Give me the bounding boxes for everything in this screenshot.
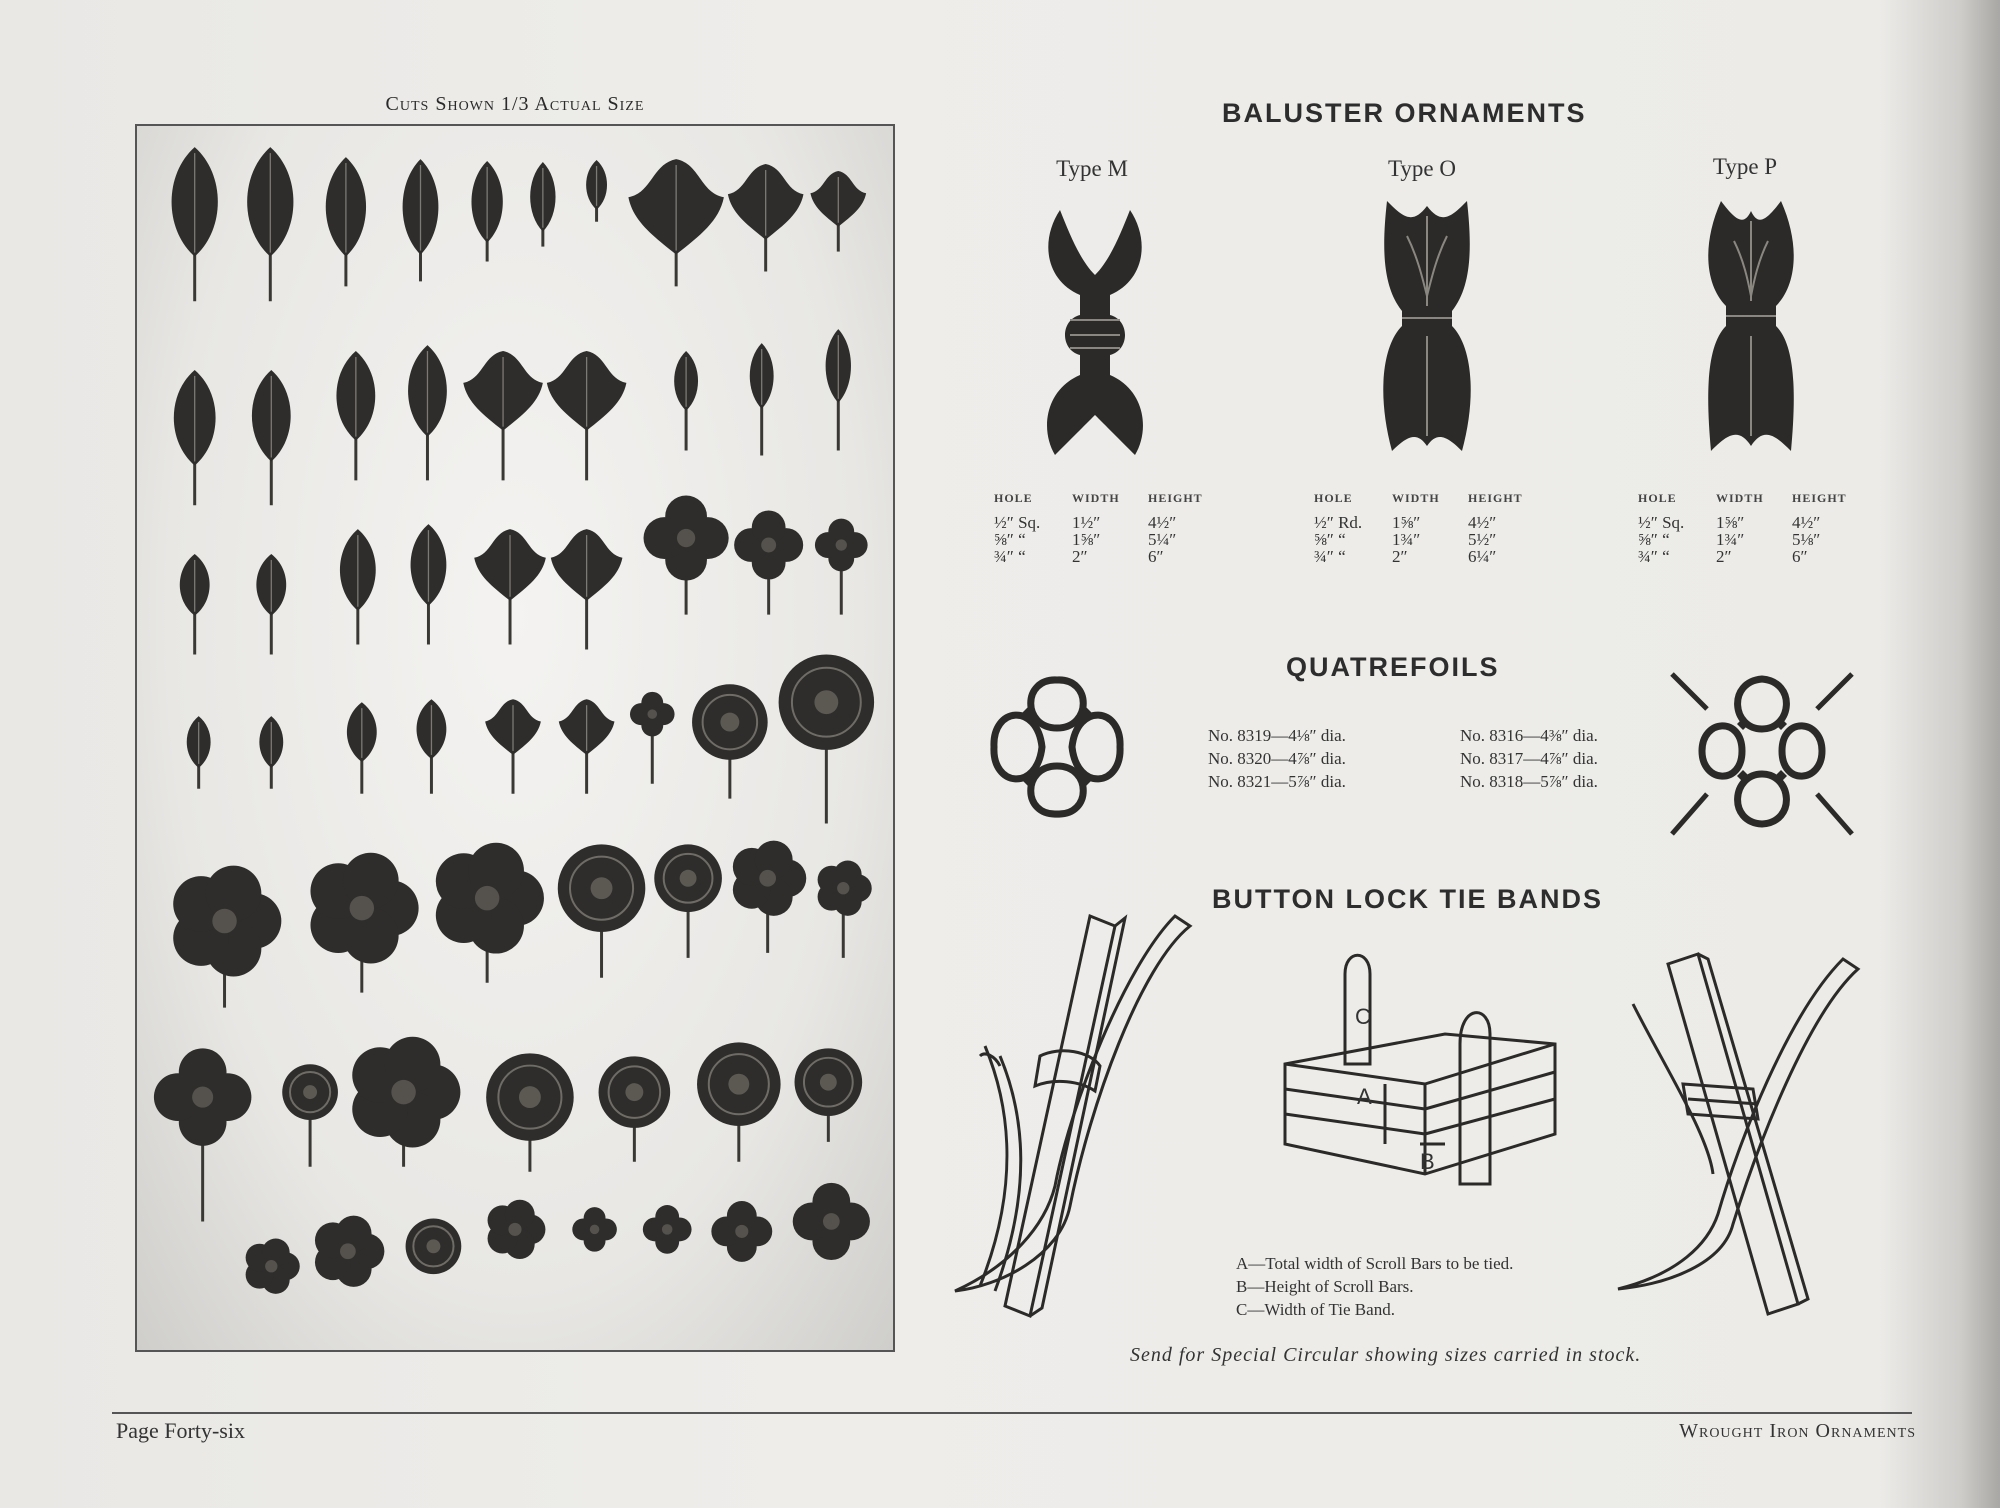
ornament-undefined-shape bbox=[315, 1216, 384, 1287]
baluster-title: BALUSTER ORNAMENTS bbox=[1222, 98, 1587, 128]
baluster-type-m-image bbox=[1040, 200, 1150, 465]
stock-circular-note: Send for Special Circular showing sizes carried in stock. bbox=[1130, 1344, 1642, 1366]
quatrefoil-size: No. 8317—4⅞″ dia. bbox=[1460, 749, 1598, 768]
ornament-undefined-shape bbox=[246, 1239, 300, 1294]
type-p-label: Type P bbox=[1712, 154, 1778, 179]
ornament-undefined-shape bbox=[818, 861, 872, 916]
spec-row: ¾″ “ 2″ 6″ bbox=[1638, 547, 1808, 566]
ornament-undefined-shape bbox=[282, 1064, 338, 1120]
tie-band-legend bbox=[1236, 1252, 1513, 1321]
ornament-undefined-shape bbox=[547, 351, 627, 431]
plate-caption: Cuts Shown 1/3 Actual Size bbox=[385, 93, 645, 115]
ornament-undefined-shape bbox=[733, 841, 806, 916]
ornament-undefined-shape bbox=[173, 866, 281, 977]
quatrefoil-pointed-image bbox=[1662, 654, 1862, 848]
ornament-undefined-shape bbox=[628, 159, 723, 254]
ornament-undefined-shape bbox=[674, 351, 698, 411]
col-hole: HOLE bbox=[1638, 491, 1677, 505]
col-width: WIDTH bbox=[1072, 491, 1120, 505]
col-width: WIDTH bbox=[1716, 491, 1764, 505]
spec-row: ⅝″ “ 1⅝″ 5¼″ bbox=[994, 530, 1177, 549]
baluster-type-p-image bbox=[1696, 196, 1806, 461]
legend-item-c: C—Width of Tie Band. bbox=[1236, 1300, 1395, 1319]
ornament-undefined-shape bbox=[572, 1207, 617, 1252]
spec-row: ⅝″ “ 1¾″ 5½″ bbox=[1314, 530, 1497, 549]
ornament-undefined-shape bbox=[486, 1053, 574, 1141]
ornament-undefined-shape bbox=[436, 843, 544, 954]
quatrefoil-round-image bbox=[982, 658, 1132, 836]
footer-rule bbox=[112, 1412, 1912, 1414]
ornament-undefined-shape bbox=[187, 716, 211, 768]
type-m-label: Type M bbox=[1056, 156, 1128, 181]
ornament-undefined-shape bbox=[247, 147, 293, 256]
type-o-spec-table bbox=[1314, 490, 1548, 565]
ornament-undefined-shape bbox=[310, 853, 418, 964]
ornament-undefined-shape bbox=[793, 1183, 870, 1260]
running-title: Wrought Iron Ornaments bbox=[1679, 1420, 1916, 1442]
tie-bands-title: BUTTON LOCK TIE BANDS bbox=[1212, 884, 1603, 914]
ornament-undefined-shape bbox=[734, 511, 803, 580]
ornament-undefined-shape bbox=[340, 529, 376, 611]
ornament-undefined-shape bbox=[408, 345, 447, 437]
ornament-undefined-shape bbox=[630, 692, 675, 737]
ornament-undefined-shape bbox=[154, 1048, 251, 1145]
ornament-undefined-shape bbox=[347, 702, 377, 762]
ornament-undefined-shape bbox=[463, 351, 543, 431]
ornament-undefined-shape bbox=[711, 1201, 772, 1262]
legend-item-b: B—Height of Scroll Bars. bbox=[1236, 1277, 1414, 1296]
ornament-undefined-shape bbox=[406, 1218, 462, 1274]
col-height: HEIGHT bbox=[1148, 491, 1203, 505]
quatrefoil-sizes-left bbox=[1208, 724, 1346, 793]
diagram-label-b: B bbox=[1420, 1149, 1435, 1174]
tie-band-dimension-diagram bbox=[1275, 944, 1565, 1224]
spec-row: ½″ Sq. 1⅝″ 4½″ bbox=[1638, 513, 1821, 532]
ornament-undefined-shape bbox=[586, 160, 607, 210]
tie-band-right-illustration bbox=[1608, 944, 1908, 1324]
quatrefoil-size: No. 8320—4⅞″ dia. bbox=[1208, 749, 1346, 768]
ornament-undefined-shape bbox=[599, 1056, 671, 1128]
spec-row: ¾″ “ 2″ 6¼″ bbox=[1314, 547, 1497, 566]
ornament-undefined-shape bbox=[559, 699, 615, 755]
spec-row: ½″ Sq. 1½″ 4½″ bbox=[994, 513, 1177, 532]
ornament-undefined-shape bbox=[530, 162, 555, 232]
ornament-undefined-shape bbox=[795, 1048, 863, 1116]
ornament-undefined-shape bbox=[252, 370, 291, 462]
ornament-undefined-shape bbox=[474, 529, 546, 601]
ornament-undefined-shape bbox=[697, 1042, 781, 1126]
page-number: Page Forty-six bbox=[116, 1418, 245, 1443]
ornament-undefined-shape bbox=[728, 164, 804, 240]
ornament-undefined-shape bbox=[417, 699, 447, 759]
ornament-undefined-shape bbox=[551, 529, 623, 601]
ornament-undefined-shape bbox=[403, 159, 439, 254]
ornament-undefined-shape bbox=[172, 147, 218, 256]
col-width: WIDTH bbox=[1392, 491, 1440, 505]
spec-row: ⅝″ “ 1¾″ 5⅛″ bbox=[1638, 530, 1821, 549]
quatrefoil-size: No. 8318—5⅞″ dia. bbox=[1460, 772, 1598, 791]
quatrefoil-size: No. 8316—4⅜″ dia. bbox=[1460, 726, 1598, 745]
col-hole: HOLE bbox=[994, 491, 1033, 505]
ornament-undefined-shape bbox=[488, 1200, 546, 1259]
ornament-undefined-shape bbox=[259, 716, 283, 768]
type-p-spec-table bbox=[1638, 490, 1872, 565]
ornament-undefined-shape bbox=[411, 524, 447, 606]
col-height: HEIGHT bbox=[1468, 491, 1523, 505]
ornament-undefined-shape bbox=[485, 699, 541, 755]
ornament-undefined-shape bbox=[174, 370, 216, 465]
tie-band-left-illustration bbox=[940, 906, 1210, 1326]
ornament-undefined-shape bbox=[692, 684, 768, 760]
legend-item-a: A—Total width of Scroll Bars to be tied. bbox=[1236, 1254, 1514, 1273]
type-o-label: Type O bbox=[1387, 156, 1456, 181]
ornament-undefined-shape bbox=[810, 171, 866, 227]
quatrefoil-size: No. 8321—5⅞″ dia. bbox=[1208, 772, 1346, 791]
ornament-undefined-shape bbox=[180, 554, 210, 616]
ornament-undefined-shape bbox=[558, 844, 646, 932]
ornament-undefined-shape bbox=[326, 157, 366, 256]
quatrefoils-title: QUATREFOILS bbox=[1286, 652, 1500, 682]
ornament-undefined-shape bbox=[256, 554, 286, 616]
ornament-undefined-shape bbox=[471, 161, 502, 243]
ornament-undefined-shape bbox=[826, 329, 851, 403]
quatrefoil-size: No. 8319—4⅛″ dia. bbox=[1208, 726, 1346, 745]
spec-row: ½″ Rd. 1⅝″ 4½″ bbox=[1314, 513, 1497, 532]
ornament-undefined-shape bbox=[779, 654, 874, 749]
ornament-undefined-shape bbox=[336, 351, 375, 441]
quatrefoil-sizes-right bbox=[1460, 724, 1598, 793]
ornament-undefined-shape bbox=[815, 519, 868, 572]
ornament-undefined-shape bbox=[643, 1205, 692, 1254]
ornament-undefined-shape bbox=[750, 343, 774, 409]
type-m-spec-table bbox=[994, 490, 1228, 565]
ornament-undefined-shape bbox=[352, 1037, 460, 1148]
ornament-undefined-shape bbox=[644, 495, 729, 580]
col-height: HEIGHT bbox=[1792, 491, 1847, 505]
diagram-label-a: A bbox=[1357, 1084, 1372, 1109]
spec-row: ¾″ “ 2″ 6″ bbox=[994, 547, 1164, 566]
baluster-type-o-image bbox=[1372, 196, 1482, 461]
ornament-undefined-shape bbox=[654, 844, 722, 912]
col-hole: HOLE bbox=[1314, 491, 1353, 505]
diagram-label-c: C bbox=[1355, 1004, 1371, 1029]
ornament-photo bbox=[137, 126, 893, 1350]
ornament-photo-plate bbox=[135, 124, 895, 1352]
